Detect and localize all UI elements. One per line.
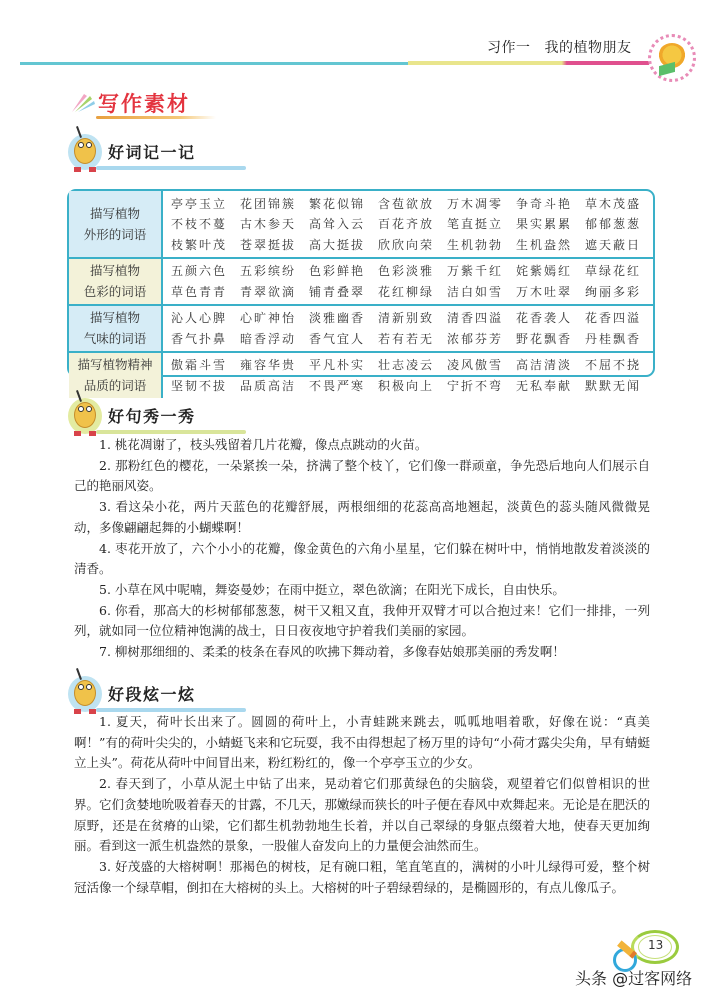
watermark: 头条 @过客网络 — [575, 969, 693, 988]
word: 平凡朴实 — [309, 358, 366, 373]
word-row — [171, 193, 654, 214]
mascot-icon — [68, 398, 102, 434]
word: 欣欣向荣 — [378, 237, 435, 252]
word-row — [171, 328, 654, 349]
word: 亭亭玉立 — [171, 196, 228, 211]
word-row — [171, 214, 654, 235]
word: 繁花似锦 — [309, 196, 366, 211]
mascot-icon — [68, 134, 102, 170]
word: 高洁清淡 — [516, 358, 573, 373]
word-table — [67, 189, 655, 393]
word: 宁折不弯 — [447, 378, 504, 393]
section-underline — [96, 116, 216, 119]
word: 野花飘香 — [516, 331, 573, 346]
section-title-text: 写作素材 — [98, 92, 190, 116]
word: 草木茂盛 — [585, 196, 642, 211]
feather-pen-icon — [70, 90, 96, 114]
word: 万木吐翠 — [516, 284, 573, 299]
subheading-sentences — [68, 392, 268, 438]
word: 花香四溢 — [585, 311, 642, 326]
chapter-title: 我的植物朋友 — [544, 40, 632, 56]
word: 沁人心脾 — [171, 311, 228, 326]
subheading-underline — [96, 166, 246, 170]
group-label-line: 描写植物 — [89, 263, 140, 278]
sentence-item: 5. 小草在风中呢喃，舞姿曼妙；在雨中挺立，翠色欲滴；在阳光下成长，自由快乐。 — [99, 581, 565, 597]
mascot-badge-icon — [648, 34, 696, 82]
word: 草绿花红 — [585, 264, 642, 279]
paragraphs-list — [74, 712, 650, 898]
sentence-item: 7. 柳树那细细的、柔柔的枝条在春风的吹拂下舞动着，多像春姑娘那美丽的秀发啊！ — [99, 644, 565, 660]
page-header-title — [487, 37, 632, 57]
word-row — [171, 281, 654, 302]
group-label — [69, 259, 163, 304]
word: 花香袭人 — [516, 311, 573, 326]
word: 生机盎然 — [516, 237, 573, 252]
sentences-list — [74, 435, 650, 663]
mascot-icon — [68, 676, 102, 712]
word: 万紫千红 — [447, 264, 504, 279]
group-label — [69, 306, 163, 351]
paragraph-item: 1. 夏天，荷叶长出来了。圆圆的荷叶上，小青蛙跳来跳去，呱呱地唱着歌，好像在说：“真美啊！”有的荷叶尖尖的，小蜻蜓飞来和它玩耍，我不由得想起了杨万里的诗句“小荷才露尖尖角，早有蜻蜓立上头”。荷花从荷叶中间冒出来，粉红粉红的，像一个亭亭玉立的少女。 — [74, 714, 650, 771]
header-color-bar — [408, 61, 656, 65]
word-group-color — [69, 257, 653, 304]
paragraph-item: 3. 好茂盛的大榕树啊！那褐色的树枝，足有碗口粗，笔直笔直的，满树的小叶儿绿得可爱，整个树冠活像一个绿草帽，倒扣在大榕树的头上。大榕树的叶子碧绿碧绿的，是椭圆形的，有点儿像瓜子。 — [74, 858, 650, 895]
word: 遮天蔽日 — [585, 237, 642, 252]
word: 五颜六色 — [171, 264, 228, 279]
word: 五彩缤纷 — [240, 264, 297, 279]
word: 不畏严寒 — [309, 378, 366, 393]
word: 郁郁葱葱 — [585, 217, 642, 232]
sentence-item: 4. 枣花开放了，六个小小的花瓣，像金黄色的六角小星星，它们躲在树叶中，悄悄地散发着淡淡的清香。 — [74, 540, 650, 577]
subheading-underline — [96, 430, 246, 434]
word: 万木凋零 — [447, 196, 504, 211]
sentence-item: 3. 看这朵小花，两片天蓝色的花瓣舒展，两根细细的花蕊高高地翘起，淡黄色的蕊头随风微微晃动，多像翩翩起舞的小蝴蝶啊！ — [74, 499, 650, 535]
word-row — [171, 308, 654, 329]
word: 暗香浮动 — [240, 331, 297, 346]
word-row — [171, 234, 654, 255]
word: 坚韧不拔 — [171, 378, 228, 393]
subheading-words — [68, 128, 268, 174]
group-label-line: 色彩的词语 — [83, 284, 147, 299]
word: 淡雅幽香 — [309, 311, 366, 326]
word: 不枝不蔓 — [171, 217, 228, 232]
unit-label: 习作一 — [487, 40, 531, 56]
word-row — [171, 355, 654, 376]
group-label-line: 描写植物 — [89, 310, 140, 325]
group-label-line: 描写植物 — [89, 205, 140, 221]
word: 丹桂飘香 — [585, 331, 642, 346]
sentence-item: 2. 那粉红色的樱花，一朵紧挨一朵，挤满了整个枝丫，它们像一群顽童，争先恐后地向人们展示自己的艳丽风姿。 — [74, 457, 650, 494]
subheading-paragraphs — [68, 670, 268, 716]
word: 铺青叠翠 — [309, 284, 366, 299]
group-label-line: 品质的词语 — [83, 378, 147, 393]
word: 含苞欲放 — [378, 196, 435, 211]
word: 果实累累 — [516, 217, 573, 232]
word: 争奇斗艳 — [516, 196, 573, 211]
word: 傲霜斗雪 — [171, 358, 228, 373]
group-label-line: 描写植物精神 — [77, 357, 153, 372]
group-label-line: 气味的词语 — [83, 331, 147, 346]
word: 香气扑鼻 — [171, 331, 228, 346]
word: 生机勃勃 — [447, 237, 504, 252]
word: 色彩淡雅 — [378, 264, 435, 279]
sentence-item: 6. 你看，那高大的杉树郁郁葱葱，树干又粗又直，我伸开双臂才可以合抱过来！它们一排排，一列列，就如同一位位精神饱满的战士，日日夜夜地守护着我们美丽的家园。 — [74, 602, 650, 639]
word: 绚丽多彩 — [585, 284, 642, 299]
word: 姹紫嫣红 — [516, 264, 573, 279]
word: 花红柳绿 — [378, 284, 435, 299]
subheading-label: 好句秀一秀 — [108, 407, 196, 426]
subheading-label: 好词记一记 — [108, 143, 196, 162]
group-label — [69, 191, 163, 257]
word: 笔直挺立 — [447, 217, 504, 232]
group-words — [163, 306, 654, 351]
word: 高耸入云 — [309, 217, 366, 232]
sentence-item: 1. 桃花凋谢了，枝头残留着几片花瓣，像点点跳动的火苗。 — [99, 437, 428, 452]
word: 凌风傲雪 — [447, 358, 504, 373]
word: 枝繁叶茂 — [171, 237, 228, 252]
word: 积极向上 — [378, 378, 435, 393]
word: 浓郁芬芳 — [447, 331, 504, 346]
word: 雍容华贵 — [240, 358, 297, 373]
word: 品质高洁 — [240, 378, 297, 393]
word-group-shape — [69, 191, 653, 257]
word: 苍翠挺拔 — [240, 237, 297, 252]
group-words — [163, 259, 654, 304]
word: 若有若无 — [378, 331, 435, 346]
word: 壮志凌云 — [378, 358, 435, 373]
word: 高大挺拔 — [309, 237, 366, 252]
paragraph-item: 2. 春天到了，小草从泥土中钻了出来，晃动着它们那黄绿色的尖脑袋，观望着它们似曾相识的世界。它们贪婪地吮吸着春天的甘露，不几天，那嫩绿而狭长的叶子便在春风中欢舞起来。无论是在肥沃的原野，还是在贫瘠的山梁，它们都生机勃勃地生长着，并以自己翠绿的身躯点缀着大地，使春天更加绚丽。看到这一派生机盎然的景象，一股催人奋发向上的力量便会油然而生。 — [74, 776, 650, 854]
word: 草色青青 — [171, 284, 228, 299]
group-label-line: 外形的词语 — [83, 226, 147, 242]
word-row — [171, 261, 654, 282]
page-number: 13 — [648, 938, 664, 952]
word-group-scent — [69, 304, 653, 351]
word: 青翠欲滴 — [240, 284, 297, 299]
word: 无私奉献 — [516, 378, 573, 393]
group-words — [163, 191, 654, 257]
word: 香气宜人 — [309, 331, 366, 346]
subheading-label: 好段炫一炫 — [108, 685, 196, 704]
word: 古木参天 — [240, 217, 297, 232]
word: 花团锦簇 — [240, 196, 297, 211]
word: 洁白如雪 — [447, 284, 504, 299]
word: 不屈不挠 — [585, 358, 642, 373]
word: 百花齐放 — [378, 217, 435, 232]
word: 色彩鲜艳 — [309, 264, 366, 279]
word-group-spirit — [69, 351, 653, 398]
group-words — [163, 353, 654, 398]
word: 清新别致 — [378, 311, 435, 326]
word: 心旷神怡 — [240, 311, 297, 326]
word: 默默无闻 — [585, 378, 642, 393]
group-label — [69, 353, 163, 398]
word: 清香四溢 — [447, 311, 504, 326]
